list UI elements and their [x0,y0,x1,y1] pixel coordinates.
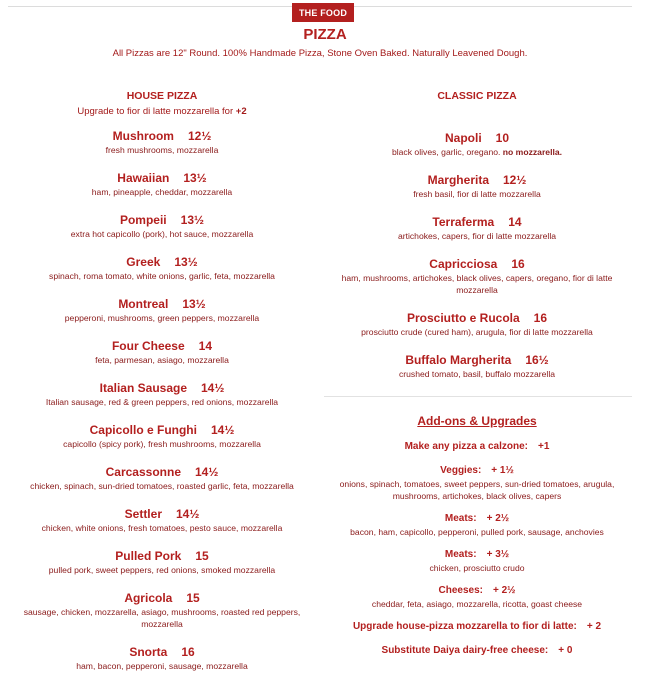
pizza-description [14,564,310,576]
pizza-name [14,170,310,186]
addon-name [324,464,630,478]
description-emphasis: no mozzarella. [502,147,563,157]
house-upgrade-text: Upgrade to fior di latte mozzarella for [77,106,234,117]
pizza-price: 14 [198,339,213,353]
addon-name [324,512,630,526]
menu-item [324,130,630,158]
menu-item [324,310,630,338]
classic-pizza-list [324,130,630,380]
description-text: ham, pineapple, cheddar, mozzarella [91,187,233,197]
pizza-label: Capicollo e Funghi [89,423,197,437]
addon-description [324,598,630,610]
menu-item [14,212,310,240]
menu-item [14,170,310,198]
menu-item [14,296,310,324]
pizza-price: 16 [511,257,525,271]
pizza-price: 10 [495,131,510,145]
pizza-description [14,144,310,156]
menu-item [14,548,310,576]
menu-item [14,590,310,630]
pizza-description [14,396,310,408]
description-text: pepperoni, mushrooms, green peppers, mozzarella [64,313,260,323]
pizza-description [14,354,310,366]
description-text: extra hot capicollo (pork), hot sauce, mozzarella [70,229,254,239]
classic-pizza-heading: CLASSIC PIZZA [437,90,517,102]
addon-price: + 0 [558,645,573,656]
house-upgrade-note [14,106,310,128]
pizza-price: 13½ [180,213,205,227]
pizza-price: 14 [508,215,522,229]
pizza-description [14,660,310,672]
addon-price: + 2 [586,621,602,632]
description-text: crushed tomato, basil, buffalo mozzarella [398,369,556,379]
description-text: fresh basil, fior di latte mozzarella [413,189,541,199]
addon-price: + 2½ [486,513,510,524]
pizza-description [324,230,630,242]
description-text: capicollo (spicy pork), fresh mushrooms, mozzarella [63,439,261,449]
menu-item [324,172,630,200]
pizza-label: Mushroom [112,129,174,143]
pizza-description [324,368,630,380]
addons-heading: Add-ons & Upgrades [417,414,537,428]
description-text: fresh mushrooms, mozzarella [105,145,219,155]
pizza-price: 14½ [176,507,200,521]
pizza-description [324,188,630,200]
addon-item [324,584,630,610]
pizza-label: Hawaiian [117,171,170,185]
addons-divider [324,396,632,397]
menu-item [14,506,310,534]
description-text: artichokes, capers, fior di latte mozzarella [397,231,557,241]
pizza-description [14,186,310,198]
pizza-name [14,380,310,396]
menu-item [14,644,310,672]
addon-item [324,620,630,634]
pizza-description [14,438,310,450]
pizza-price: 16 [533,311,548,325]
description-text: bacon, ham, capicollo, pepperoni, pulled pork, sausage, anchovies [350,527,604,537]
description-text: onions, spinach, tomatoes, sweet peppers, sun-dried tomatoes, arugula, mushrooms, artichokes, black olives, capers [339,479,615,501]
classic-pizza-column [324,90,630,394]
pizza-label: Pulled Pork [115,549,182,563]
menu-item [14,128,310,156]
house-pizza-column [14,90,310,686]
page-title: PIZZA [303,26,347,43]
addon-name [324,644,630,658]
pizza-price: 13½ [182,297,206,311]
pizza-price: 15 [195,549,209,563]
pizza-description [14,270,310,282]
addon-description [324,562,630,574]
addons-section [324,414,630,668]
description-text: chicken, white onions, fresh tomatoes, pesto sauce, mozzarella [41,523,283,533]
addon-item [324,440,630,454]
menu-item [14,338,310,366]
pizza-label: Four Cheese [111,339,185,353]
pizza-name [14,296,310,312]
pizza-price: 15 [186,591,200,605]
pizza-label: Terraferma [432,215,495,229]
addon-label: Meats: [444,549,477,560]
section-badge: THE FOOD [292,3,354,22]
addon-label: Make any pizza a calzone: [404,441,528,452]
menu-item [14,254,310,282]
pizza-description [14,228,310,240]
pizza-name [324,256,630,272]
pizza-label: Carcassonne [105,465,181,479]
pizza-description [14,522,310,534]
description-text: spinach, roma tomato, white onions, garlic, feta, mozzarella [49,271,275,281]
addon-price: + 1½ [491,465,514,476]
pizza-label: Settler [124,507,162,521]
description-text: prosciutto crude (cured ham), arugula, fior di latte mozzarella [361,327,593,337]
pizza-name [14,422,310,438]
description-text: feta, parmesan, asiago, mozzarella [95,355,229,365]
pizza-price: 13½ [174,255,198,269]
pizza-name [14,590,310,606]
pizza-label: Agricola [124,591,173,605]
description-text: chicken, spinach, sun-dried tomatoes, roasted garlic, feta, mozzarella [30,481,294,491]
pizza-price: 13½ [183,171,207,185]
description-text: chicken, prosciutto crudo [429,563,525,573]
pizza-name [14,548,310,564]
menu-item [14,380,310,408]
addon-item [324,464,630,502]
pizza-description [14,480,310,492]
pizza-price: 14½ [201,381,225,395]
pizza-name [324,214,630,230]
addon-name [324,584,630,598]
description-text: pulled pork, sweet peppers, red onions, smoked mozzarella [48,565,276,575]
menu-item [324,352,630,380]
addons-list [324,440,630,658]
addon-label: Meats: [444,513,477,524]
pizza-price: 14½ [210,423,235,437]
pizza-description [14,606,310,630]
pizza-label: Snorta [129,645,168,659]
pizza-price: 16½ [525,353,549,367]
description-text: ham, bacon, pepperoni, sausage, mozzarella [76,661,248,671]
description-text: cheddar, feta, asiago, mozzarella, ricotta, goast cheese [371,599,583,609]
pizza-label: Montreal [118,297,169,311]
page-subtitle: All Pizzas are 12" Round. 100% Handmade Pizza, Stone Oven Baked. Naturally Leavened Dough. [112,48,528,59]
addon-description [324,478,630,502]
house-pizza-heading: HOUSE PIZZA [126,90,198,102]
pizza-name [14,338,310,354]
pizza-name [14,212,310,228]
pizza-name [324,310,630,326]
addon-item [324,644,630,658]
addon-label: Substitute Daiya dairy-free cheese: [381,645,549,656]
description-text: black olives, garlic, oregano. [391,147,501,157]
pizza-description [14,312,310,324]
menu-item [14,464,310,492]
addon-price: +1 [537,441,550,452]
pizza-name [324,130,630,146]
addon-label: Veggies: [440,465,482,476]
pizza-price: 12½ [187,129,212,143]
pizza-description [324,146,630,158]
pizza-price: 16 [181,645,195,659]
pizza-label: Margherita [427,173,489,187]
pizza-name [324,352,630,368]
pizza-description [324,326,630,338]
addon-description [324,526,630,538]
addon-name [324,440,630,454]
pizza-price: 14½ [195,465,219,479]
addon-item [324,548,630,574]
pizza-label: Napoli [444,131,482,145]
pizza-label: Pompeii [119,213,167,227]
pizza-name [14,254,310,270]
pizza-name [14,644,310,660]
addon-label: Cheeses: [438,585,483,596]
pizza-label: Buffalo Margherita [405,353,512,367]
menu-item [324,214,630,242]
addon-price: + 2½ [492,585,516,596]
pizza-label: Prosciutto e Rucola [406,311,520,325]
description-text: Italian sausage, red & green peppers, red onions, mozzarella [45,397,279,407]
pizza-label: Italian Sausage [99,381,187,395]
description-text: sausage, chicken, mozzarella, asiago, mushrooms, roasted red peppers, mozzarella [23,607,301,629]
pizza-description [324,272,630,296]
pizza-price: 12½ [503,173,527,187]
house-pizza-list [14,128,310,672]
menu-item [324,256,630,296]
addon-name [324,620,630,634]
pizza-name [14,506,310,522]
addon-label: Upgrade house-pizza mozzarella to fior di latte: [352,621,577,632]
addon-item [324,512,630,538]
addon-name [324,548,630,562]
pizza-name [324,172,630,188]
description-text: ham, mushrooms, artichokes, black olives, capers, oregano, fior di latte mozzarella [341,273,613,295]
menu-item [14,422,310,450]
pizza-name [14,128,310,144]
pizza-label: Capricciosa [429,257,498,271]
addon-price: + 3½ [486,549,510,560]
pizza-label: Greek [126,255,161,269]
house-upgrade-price: +2 [235,106,247,117]
pizza-name [14,464,310,480]
